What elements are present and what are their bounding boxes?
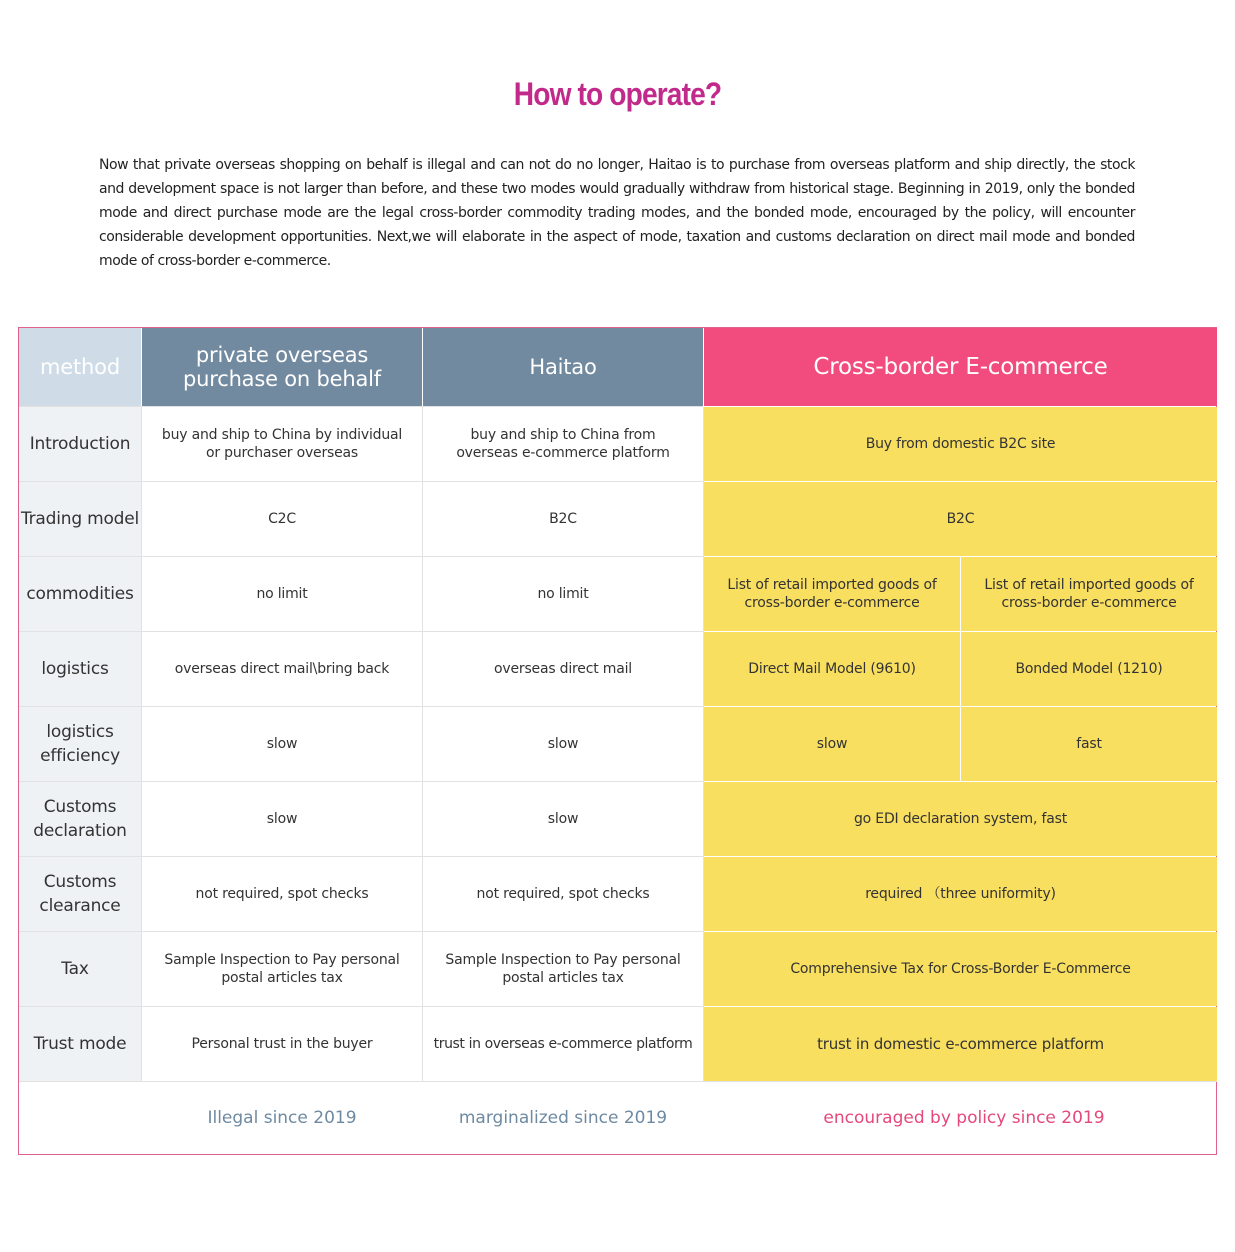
grid-line <box>19 631 703 632</box>
cell-efficiency-haitao: slow <box>423 707 703 781</box>
grid-line <box>19 781 703 782</box>
cell-trading-cross: B2C <box>704 482 1217 556</box>
cell-clearance-haitao: not required, spot checks <box>423 857 703 931</box>
cell-trust-cross: trust in domestic e-commerce platform <box>704 1007 1217 1081</box>
grid-line <box>422 407 423 1081</box>
cell-logistics-bonded: Bonded Model (1210) <box>961 632 1217 706</box>
cell-tax-private: Sample Inspection to Pay personal postal articles tax <box>142 932 422 1006</box>
row-label-customs-clearance: Customs clearance <box>19 857 141 931</box>
cell-commodities-direct: List of retail imported goods of cross-border e-commerce <box>704 557 960 631</box>
cell-introduction-haitao: buy and ship to China from overseas e-commerce platform <box>423 407 703 481</box>
row-label-logistics: logistics <box>19 632 141 706</box>
grid-line <box>141 407 142 1081</box>
grid-line <box>19 556 703 557</box>
cell-trading-private: C2C <box>142 482 422 556</box>
footer-cross-border-status: encouraged by policy since 2019 <box>823 1108 1105 1128</box>
cell-efficiency-private: slow <box>142 707 422 781</box>
row-label-introduction: Introduction <box>19 407 141 481</box>
cell-clearance-cross: required （three uniformity) <box>704 857 1217 931</box>
grid-line <box>19 1081 1217 1082</box>
grid-line <box>703 407 704 1081</box>
cell-trust-haitao: trust in overseas e-commerce platform <box>423 1007 703 1081</box>
intro-paragraph: Now that private overseas shopping on behalf is illegal and can not do no longer, Haitao is to purchase from overseas platform and ship directly, the stock and development space is not larger than before, and these two modes would gradually withdraw from historical stage. Beginning in 2019, only the bonded mode and direct purchase mode are the legal cross-border commodity trading modes, and the bonded mode, encouraged by the policy, will encounter considerable development opportunities. Next,we will elaborate in the aspect of mode, taxation and customs declaration on direct mail mode and bonded mode of cross-border e-commerce. <box>99 157 1135 269</box>
cell-introduction-cross: Buy from domestic B2C site <box>704 407 1217 481</box>
row-label-trust-mode: Trust mode <box>19 1007 141 1081</box>
cell-clearance-private: not required, spot checks <box>142 857 422 931</box>
header-haitao: Haitao <box>423 328 703 406</box>
cell-logistics-private: overseas direct mail\bring back <box>142 632 422 706</box>
cell-commodities-bonded: List of retail imported goods of cross-border e-commerce <box>961 557 1217 631</box>
header-private-purchase: private overseas purchase on behalf <box>142 328 422 406</box>
cell-trust-private: Personal trust in the buyer <box>142 1007 422 1081</box>
row-label-trading-model: Trading model <box>19 482 141 556</box>
cell-logistics-direct: Direct Mail Model (9610) <box>704 632 960 706</box>
cell-declaration-cross: go EDI declaration system, fast <box>704 782 1217 856</box>
cell-commodities-haitao: no limit <box>423 557 703 631</box>
cell-logistics-haitao: overseas direct mail <box>423 632 703 706</box>
header-cross-border: Cross-border E-commerce <box>704 328 1217 406</box>
cell-declaration-haitao: slow <box>423 782 703 856</box>
cell-efficiency-bonded: fast <box>961 707 1217 781</box>
grid-line <box>19 706 703 707</box>
cell-tax-haitao: Sample Inspection to Pay personal postal articles tax <box>423 932 703 1006</box>
cell-commodities-private: no limit <box>142 557 422 631</box>
cell-efficiency-direct: slow <box>704 707 960 781</box>
cell-introduction-private: buy and ship to China by individual or purchaser overseas <box>142 407 422 481</box>
grid-line <box>19 481 703 482</box>
grid-line <box>19 406 703 407</box>
row-label-customs-declaration: Customs declaration <box>19 782 141 856</box>
row-label-tax: Tax <box>19 932 141 1006</box>
footer-haitao-status: marginalized since 2019 <box>458 1108 668 1128</box>
cell-declaration-private: slow <box>142 782 422 856</box>
row-label-logistics-efficiency: logistics efficiency <box>19 707 141 781</box>
grid-line <box>19 1006 703 1007</box>
page-title: How to operate? <box>513 76 722 112</box>
row-label-commodities: commodities <box>19 557 141 631</box>
grid-line <box>19 931 703 932</box>
footer-private-status: Illegal since 2019 <box>207 1108 357 1128</box>
grid-line <box>19 856 703 857</box>
cell-tax-cross: Comprehensive Tax for Cross-Border E-Commerce <box>704 932 1217 1006</box>
header-method: method <box>19 328 141 406</box>
cell-trading-haitao: B2C <box>423 482 703 556</box>
